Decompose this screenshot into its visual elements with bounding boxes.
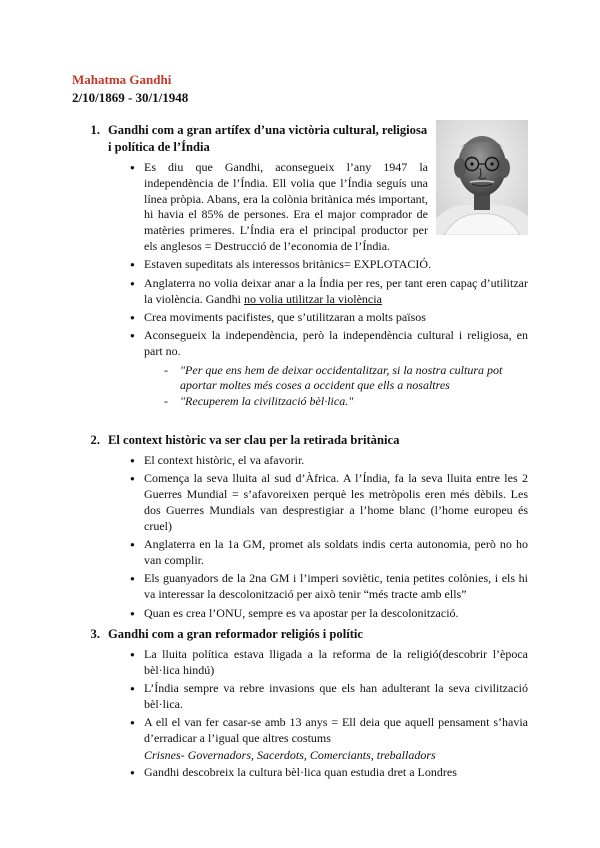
section-2 (72, 432, 528, 624)
document-title: Mahatma Gandhi (72, 72, 172, 87)
list-item: ● Aconsegueix la independència, però la independència cultural i religiosa, en part no. (72, 328, 528, 360)
list-item: ● Estaven supeditats als interessos britànics= EXPLOTACIÓ. (72, 257, 528, 273)
bullet-list (72, 160, 528, 360)
list-item: ● Es diu que Gandhi, aconsegueix l’any 1947 la independència de l’Índia. Ell volia que l’Índia seguís una línea pròpia. Abans, era la colònia britànica més important, hi havia el 85% de persones. Era el major comprador de matèries primeres. L’Índia era el principal productor per els anglesos = Destrucció de l’economia de l’Índia. (72, 160, 428, 255)
underlined-text: no volia utilitzar la violència (243, 291, 382, 306)
section-heading (72, 122, 428, 156)
list-item: ● A ell el van fer casar-se amb 13 anys = Ell deia que aquell pensament s’havia d’erradicar a l’igual que altres costums (72, 715, 528, 747)
list-item (72, 276, 528, 308)
section-number: 3. (90, 627, 100, 641)
list-item: ● Quan es crea l’ONU, sempre es va apostar per la descolonització. (72, 606, 528, 622)
section-number: 1. (90, 123, 100, 137)
section-title: Gandhi com a gran artífex d’una victòria cultural, religiosa i política de l’Índia (108, 123, 428, 154)
document-dates: 2/10/1869 - 30/1/1948 (72, 90, 189, 105)
list-item: ● Crea moviments pacifistes, que s’utilitzaran a molts països (72, 310, 528, 326)
list-item: ● Comença la seva lluita al sud d’Àfrica. A l’Índia, fa la seva lluita entre les 2 Guerres Mundial = s’afavoreixen perquè les metròpolis eren més dèbils. Les dos Guerres Mundials van desprestigiar a l’home blanc (l’home europeu és cruel) (72, 471, 528, 534)
list-item: ● Els guanyadors de la 2na GM i l’imperi soviètic, tenia petites colònies, i els hi va interessar la descolonització per això tenir “més tracte amb ells” (72, 571, 528, 603)
section-title: Gandhi com a gran reformador religiós i polític (108, 627, 364, 641)
quote-list (144, 363, 528, 410)
list-item: ● Gandhi descobreix la cultura bèl·lica quan estudia dret a Londres (72, 765, 528, 781)
section-3 (72, 626, 528, 784)
quote-item: - "Recuperem la civilització bèl·lica." (144, 394, 528, 410)
section-heading (72, 626, 528, 643)
list-item: ● L’Índia sempre va rebre invasions que els han adulterant la seva civilització bèl·lica. (72, 681, 528, 713)
list-item: ● La lluita política estava lligada a la reforma de la religió(descobrir l’època bèl·lica hindú) (72, 647, 528, 679)
quote-item: - "Per que ens hem de deixar occidentalitzar, si la nostra cultura pot aportar moltes més coses a occident que ells a nosaltres (144, 363, 528, 395)
bullet-list (72, 453, 528, 621)
bullet-list (72, 647, 528, 747)
section-title: El context històric va ser clau per la retirada britànica (108, 433, 400, 447)
section-heading (72, 432, 528, 449)
section-number: 2. (90, 433, 100, 447)
bullet-list (72, 765, 528, 781)
list-item: ● El context històric, el va afavorir. (72, 453, 528, 469)
italic-note: Crisnes- Governadors, Sacerdots, Comerciants, treballadors (144, 747, 436, 762)
list-item: ● Anglaterra en la 1a GM, promet als soldats indis certa autonomia, però no ho van complir. (72, 537, 528, 569)
list-item-text: Anglaterra no volia deixar anar a la Índia per res, per tant eren capaç d’utilitzar la violència. Gandhi (144, 275, 528, 306)
section-1 (72, 122, 528, 410)
